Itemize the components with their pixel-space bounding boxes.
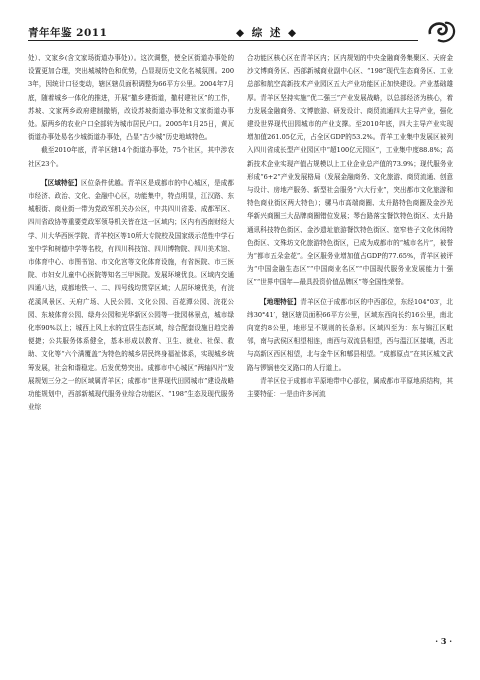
section-tag-geography: 【地理特征】	[260, 297, 301, 306]
paragraph-geology: 青羊区位于成都市平原地带中心部位，属成都市平原地质结构，其主要特征：一是由许多河流	[247, 376, 453, 399]
paragraph-industry: 合功能区核心区在青羊区内；区内规划的中央金融商务集聚区、天府金沙文博商务区、西部新城商业副中心区、“198”现代生态商务区、工业总部和航空高新技术产业园区五大产业功能区正加快建设。产业基础雄厚。青羊区坚持实施“优二强三”产业发展战略，以总部经济为核心，着力发展金融商务、文博旅游、研发设计、商贸流通四大主导产业，强化建设世界现代田园城市的产业支撑。至2010年底，四大主导产业实现增加值261.05亿元，占全区GDP的53.2%。青羊工业集中发展区被列入四川省成长型产业园区中“超100亿元园区”，工业集中度88.8%；高新技术企业实现产值占规模以上工业企业总产值的73.9%；现代服务业形成“6+2”产业发展格局（发展金融商务、文化旅游、商贸流通、创意与设计、房地产服务、新型社会服务“六大行业”，突出都市文化旅游和特色商业街区两大特色）；骡马市高端商圈、太升路特色商圈及金沙光华新兴商圈三大品牌商圈错位发展；琴台路落宝餐饮特色街区、太升路通讯科技特色街区、金沙遗址旅游餐饮特色街区、宽窄巷子文化休闲特色街区、文殊坊文化旅游特色街区，已成为成都市的“城市名片”，被誉为“都市五朵金花”。全区服务业增加值占GDP的77.65%，青羊区被评为“中国金融生态区”“中国商业名区”“中国现代服务业发展能力十强区”“世界中国年—最具投资价值品牌区”等全国性荣誉。	[247, 54, 453, 287]
paragraph-admin-summary: 截至2010年底，青羊区辖14个街道办事处，75个社区，其中涉农社区23个。	[28, 146, 234, 168]
yearbook-title: 青年年鉴 2011	[28, 27, 108, 39]
header-rule	[28, 40, 418, 41]
paragraph-regional-features	[28, 177, 234, 415]
page-number: · 3 ·	[435, 636, 452, 646]
swirl-logo-icon	[424, 18, 458, 46]
section-title: ◆ 综 述 ◆	[236, 27, 299, 39]
page-header	[28, 22, 458, 44]
left-column	[28, 52, 234, 414]
regional-features-text: 区位条件优越。青羊区是成都市的中心城区，是成都市经济、政治、文化、金融中心区，功能集中，特点明显，江汉路、东城根街、商业街一带为党政军机关办公区，中共四川省委、成都军区、四川省政协等重要党政军领导机关皆在这一区域内；区内有西南财经大学、川大华西医学院、青羊校区等10所大专院校及国家级示范性中学石室中学和树德中学等名校，有四川科技馆、四川博物院、四川美术馆、市体育中心、市图书馆、市文化宫等文化体育设施，有省医院、市三医院、市妇女儿童中心医院等知名三甲医院。发展环境优良。区域内交通四通八达，成都地铁一、二、四号线均贯穿区域；人居环境优美，有浣花溪风景区、天府广场、人民公园、文化公园、百花潭公园、浣花公园、东坡体育公园、绿舟公园和光华新区公园等一批园林景点，城市绿化率90%以上；城西上风上水的宜居生态区域，综合配套设施日趋完善便捷；公共服务体系健全，基本形成以教育、卫生、就业、社保、救助、文化等“六个满覆盖”为特色的城乡居民终身福祉体系，实现城乡统筹发展，社会和谐稳定。后发优势突出。成都市中心城区“两轴四片”发展规划三分之一的区域属青羊区；成都市“世界现代田园城市”建设战略功能规划中，西部新城现代服务业综合功能区、“198”生态及现代服务业综	[28, 178, 234, 412]
right-column	[247, 52, 453, 401]
paragraph-admin-history: 处）、文家乡(含文家场街道办事处)）。这次调整，使全区街道办事处的设置更加合理，突出城城特色和优势，凸显现历史文化名城氛围。2003年，因统计口径变动，辖区辖员面积调整为66平方公里。2004年7月底，随着城乡一体化的推进，开展“撤乡建街道，撤村建社区”的工作，苏坡、文家两乡政府建制撤销，改设苏坡街道办事处和文家街道办事处。原两乡的农业户口全部转为城市居民户口。2005年1月25日，黄瓦街道办事处易名少城街道办事处，凸显“古少城”历史地域特色。	[28, 54, 234, 142]
section-tag-regional: 【区域特征】	[41, 178, 82, 187]
paragraph-geography	[247, 296, 453, 375]
geography-text: 青羊区位于成都市区的中西部位，东经104°03′，北纬30°41′，辖区辖员面积66平方公里，区域东西向长约16公里，南北向宽约8公里，地形呈不规则的长条形。区域四至为：东与锦江区毗邻，南与武侯区相望相连，南西与双流县相望，西与温江区接壤，西北与高新区西区相望，北与金牛区和郫县相望。“成都原点”在其区城文武路与锣锅巷交叉路口的人行道上。	[247, 297, 453, 372]
